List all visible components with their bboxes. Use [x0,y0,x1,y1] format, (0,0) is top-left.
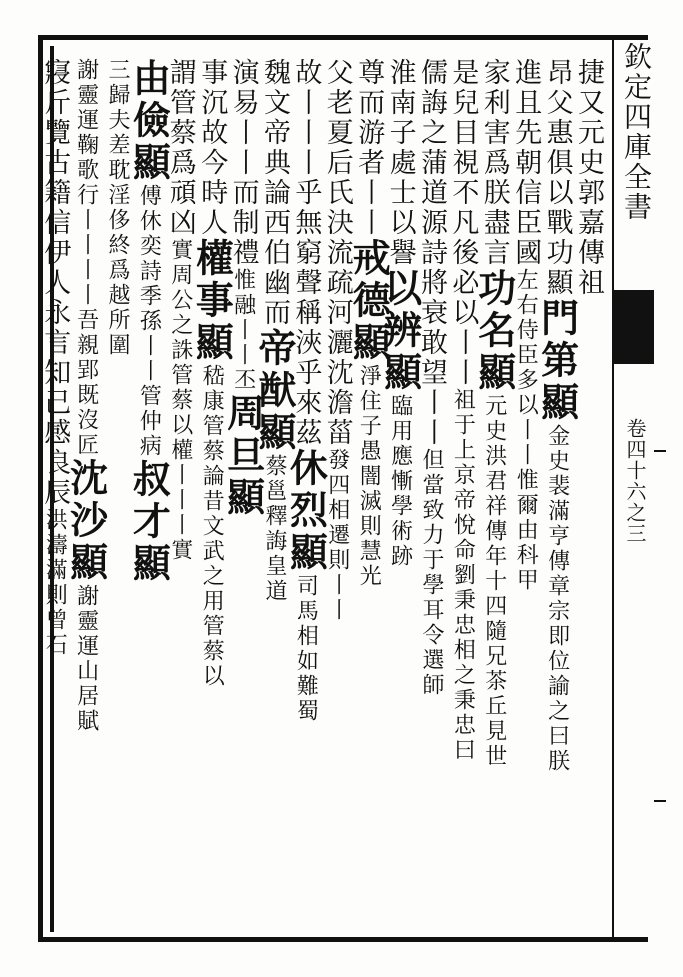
text-column [510,58,541,928]
annotation-text: 三歸夫差耽淫侈終爲越所圍 [104,58,130,358]
main-text: 進且先朝信臣國 [510,58,542,268]
text-column [447,58,478,928]
margin-tick [654,800,666,802]
main-text: 事沉故今時人 [196,58,228,238]
book-title: 欽定四庫全書 [620,42,653,222]
text-column [534,58,580,928]
text-column [220,58,266,928]
margin-tick [654,450,666,452]
annotation-text: 吾親郢既沒匠 [73,308,99,458]
main-text: 父老夏后氏決流疏河灑沈澹菑 [321,58,353,448]
text-column [283,58,329,928]
main-text: 魏文帝典論西伯幽而 [258,58,290,328]
main-text: 謂管蔡爲頑凶 [164,58,196,238]
heading-phrase: 叔才顯 [126,459,172,585]
annotation-text: 司馬相如難蜀 [293,574,319,724]
main-text: 演易丨丨而制禮 [227,58,259,268]
annotation-text: 謝靈運鞠歌行丨丨丨丨 [73,58,99,308]
annotation-text: 但當致力于學耳令選師 [418,448,444,698]
text-column [471,58,517,928]
annotation-text: 左右侍臣多以丨丨惟爾由科甲 [513,268,539,593]
annotation-text: 臨用應慚學術跡 [387,394,413,569]
main-text: 寢斤覽古籍信伊人永言知己感良辰 [39,58,71,508]
annotation-text: 傅休奕詩季孫丨丨管仲病 [136,184,162,459]
heading-phrase: 權事顯 [189,238,235,364]
annotation-text: 惟融丨丨丕 [230,268,256,393]
heading-phrase: 由儉顯 [126,58,172,184]
heading-phrase: 帝猷顯 [251,328,297,454]
annotation-text: 嵇康管蔡論昔文武之用管蔡以 [199,364,225,689]
heading-phrase: 周旦顯 [220,393,266,519]
main-text: 儒誨之蒲道源詩將衰敢望丨丨 [415,58,447,448]
fishtail-mark [614,290,654,364]
annotation-text: 洪濤滿則曾石 [42,508,68,658]
text-column [416,58,447,928]
annotation-text: 實周公之誅管蔡以權丨丨丨實 [167,238,193,563]
volume-label: 卷四十六之三 [623,418,647,544]
annotation-text: 金史裴滿亨傳章宗即位諭之曰朕 [544,424,570,774]
text-column [39,58,70,928]
heading-phrase: 戒德顯 [346,238,392,364]
annotation-text: 蔡邕釋誨皇道 [261,454,287,604]
annotation-text: 元史洪君祥傳年十四隨兄茶丘見世 [481,394,507,769]
heading-phrase: 門第顯 [534,298,580,424]
heading-phrase: 休烈顯 [283,448,329,574]
text-column [189,58,235,928]
main-text: 昂父惠俱以戰功顯 [541,58,573,298]
heading-phrase: 以辨顯 [377,268,423,394]
annotation-text: 祖于上京帝悅命劉秉忠相之秉忠曰 [450,388,476,763]
text-column [126,58,172,928]
text-column [377,58,423,928]
text-column [346,58,392,928]
main-text: 淮南子處士以譽 [384,58,416,268]
annotation-text: 謝靈運山居賦 [73,584,99,734]
main-text: 是兒目視不凡後必以丨丨 [447,58,479,388]
text-column [573,58,604,928]
main-text: 家利害爲朕盡言 [478,58,510,268]
text-column [63,58,109,928]
annotation-text: 淨住子愚闇滅則慧光 [356,364,382,589]
heading-phrase: 沈沙顯 [63,458,109,584]
main-text: 故丨丨丨乎無窮聲稱浹乎來茲 [290,58,322,448]
main-text: 尊而游者丨丨 [353,58,385,238]
heading-phrase: 功名顯 [471,268,517,394]
main-text: 捷又元史郭嘉傳祖 [572,58,604,298]
annotation-text: 發四相遷則丨丨 [324,448,350,623]
